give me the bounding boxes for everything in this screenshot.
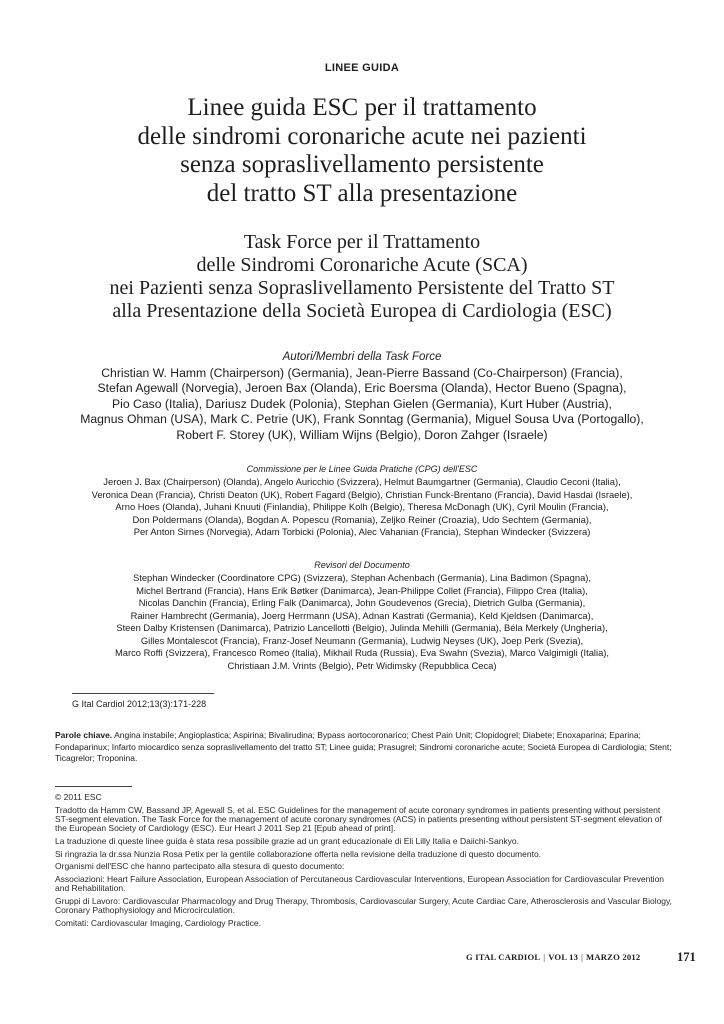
authors-line: Christian W. Hamm (Chairperson) (Germania), Jean-Pierre Bassand (Co-Chairperson) (Francia), xyxy=(101,365,623,380)
subtitle-line: delle Sindromi Coronariche Acute (SCA) xyxy=(196,254,528,276)
reviewers-line: Nicolas Danchin (Francia), Erling Falk (Danimarca), John Goudevenos (Grecia), Dietrich Gulba (Germania), xyxy=(138,597,586,608)
associations-note: Associazioni: Heart Failure Association, European Association of Percutaneous Cardiovascular Interventions, European Association for Cardiovascular Prevention and Rehabilitation. xyxy=(55,873,665,894)
authors-line: Pio Caso (Italia), Dariusz Dudek (Polonia), Stephan Gielen (Germania), Kurt Huber (Austria), xyxy=(112,396,612,411)
acknowledgement-note: Si ringrazia la dr.ssa Nunzia Rosa Petix per la gentile collaborazione offerta nella revisione della traduzione di questo documento. xyxy=(55,848,542,859)
subtitle-line: alla Presentazione della Società Europea di Cardiologia (ESC) xyxy=(112,300,612,322)
task-force-authors xyxy=(40,350,684,444)
reviewers-heading: Revisori del Documento xyxy=(314,560,410,570)
grant-note: La traduzione di queste linee guida è stata resa possibile grazie ad un grant educazionale di Eli Lilly Italia e Daiichi-Sankyo. xyxy=(55,836,520,846)
running-footer xyxy=(466,952,640,962)
keywords-text: Angina instabile; Angioplastica; Aspirina; Bivalirudina; Bypass aortocoronarico; Chest Pain Unit; Clopidogrel; Diabete; Enoxaparina; Eparina; Fondaparinux; Infarto miocardico senza sopraslivellamento del tratto ST; Linee guida; Prasugrel; Sindromi coronariche acute; Società Europea di Cardiologia; Stent; Ticagrelor; Troponina. xyxy=(55,730,672,764)
reviewers-line: Rainer Hambrecht (Germania), Joerg Herrmann (USA), Adnan Kastrati (Germania), Keld Kjeldsen (Danimarca), xyxy=(130,609,594,621)
translation-source-note: Tradotto da Hamm CW, Bassand JP, Agewall S, et al. ESC Guidelines for the management of acute coronary syndromes in patients presenting without persistent ST-segment elevation. The Task Force for the management of acute coronary syndromes (ACS) in patients presenting without persistent ST-segment elevation of the European Society of Cardiology (ESC). Eur Heart J 2011 Sep 21 [Epub ahead of print]. xyxy=(55,804,662,834)
authors-line: Magnus Ohman (USA), Mark C. Petrie (UK), Frank Sonntag (Germania), Miguel Sousa Uva (Portogallo), xyxy=(80,412,644,427)
subtitle-line: Task Force per il Trattamento xyxy=(243,231,481,253)
title-line: Linee guida ESC per il trattamento xyxy=(187,94,537,121)
article-title xyxy=(60,94,664,208)
article-subtitle xyxy=(40,231,684,323)
reviewers-line: Stephan Windecker (Coordinatore CPG) (Svizzera), Stephan Achenbach (Germania), Lina Badimon (Spagna), xyxy=(132,572,592,583)
reviewers-line: Gilles Montalescot (Francia), Franz-Josef Neumann (Germania), Ludwig Neyses (UK), Joep Perk (Svezia), xyxy=(140,634,584,646)
cpg-line: Arno Hoes (Olanda), Juhani Knuuti (Finlandia), Philippe Kolh (Belgio), Theresa McDonagh (UK), Cyril Moulin (Francia), xyxy=(115,501,609,512)
title-line: del tratto ST alla presentazione xyxy=(206,179,518,207)
cpg-heading: Commissione per le Linee Guida Pratiche (CPG) dell'ESC xyxy=(246,464,478,474)
esc-bodies-note: Organismi dell'ESC che hanno partecipato alla stesura di questo documento: xyxy=(55,861,345,872)
reviewers-line: Marco Roffi (Svizzera), Francesco Romeo (Italia), Mikhail Ruda (Russia), Eva Swahn (Svezia), Marco Valgimigli (Italia), xyxy=(114,647,610,658)
cpg-line: Per Anton Sirnes (Norvegia), Adam Torbicki (Polonia), Alec Vahanian (Francia), Stephan Windecker (Svizzera) xyxy=(133,526,591,537)
committees-note: Comitati: Cardiovascular Imaging, Cardiology Practice. xyxy=(55,917,261,928)
cpg-line: Don Poldermans (Olanda), Bogdan A. Popescu (Romania), Zeljko Reiner (Croazia), Udo Sechtem (Germania), xyxy=(132,513,592,525)
footer-journal: G ITAL CARDIOL xyxy=(466,952,541,962)
footer-volume: VOL 13 xyxy=(548,952,579,962)
keywords-label: Parole chiave. xyxy=(55,730,113,740)
title-line: senza sopraslivellamento persistente xyxy=(180,151,544,178)
authors-heading: Autori/Membri della Task Force xyxy=(282,351,442,363)
title-line: delle sindromi coronariche acute nei pazienti xyxy=(137,122,587,150)
reviewers-line: Steen Dalby Kristensen (Danimarca), Patrizio Lancellotti (Belgio), Julinda Mehilli (Germania), Béla Merkely (Ungheria), xyxy=(116,622,608,633)
footer-date: MARZO 2012 xyxy=(586,952,641,962)
keywords-paragraph xyxy=(55,730,675,765)
cpg-line: Veronica Dean (Francia), Christi Deaton (UK), Robert Fagard (Belgio), Christian Funck-Brentano (Francia), David Hasdai (Israele), xyxy=(91,488,633,500)
page-number: 171 xyxy=(677,950,696,964)
authors-line: Robert F. Storey (UK), William Wijns (Belgio), Doron Zahger (Israele) xyxy=(176,427,548,442)
authors-line: Stefan Agewall (Norvegia), Jeroen Bax (Olanda), Eric Boersma (Olanda), Hector Bueno (Spagna), xyxy=(97,381,627,396)
cpg-committee xyxy=(40,463,684,539)
reviewers-line: Michel Bertrand (Francia), Hans Erik Bøtker (Danimarca), Jean-Philippe Collet (Francia), Filippo Crea (Italia), xyxy=(136,584,588,596)
footnotes xyxy=(55,793,675,931)
footer-separator: | xyxy=(581,952,584,962)
document-reviewers xyxy=(40,559,684,672)
reviewers-line: Christiaan J.M. Vrints (Belgio), Petr Widimsky (Repubblica Ceca) xyxy=(227,659,497,671)
journal-citation: G Ital Cardiol 2012;13(3):171-228 xyxy=(72,699,207,709)
footnote-divider xyxy=(55,786,132,787)
section-label: LINEE GUIDA xyxy=(324,62,400,74)
cpg-line: Jeroen J. Bax (Chairperson) (Olanda), Angelo Auricchio (Svizzera), Helmut Baumgartner (Germania), Claudio Ceconi (Italia), xyxy=(103,476,621,487)
subtitle-line: nei Pazienti senza Sopraslivellamento Persistente del Tratto ST xyxy=(109,277,615,299)
footer-separator: | xyxy=(543,952,546,962)
working-groups-note: Gruppi di Lavoro: Cardiovascular Pharmacology and Drug Therapy, Thrombosis, Cardiovascular Surgery, Acute Cardiac Care, Atherosclerosis and Vascular Biology, Coronary Pathophysiology and Microcirculation. xyxy=(55,895,673,916)
copyright-note: © 2011 ESC xyxy=(55,792,102,802)
citation-divider xyxy=(72,693,214,694)
